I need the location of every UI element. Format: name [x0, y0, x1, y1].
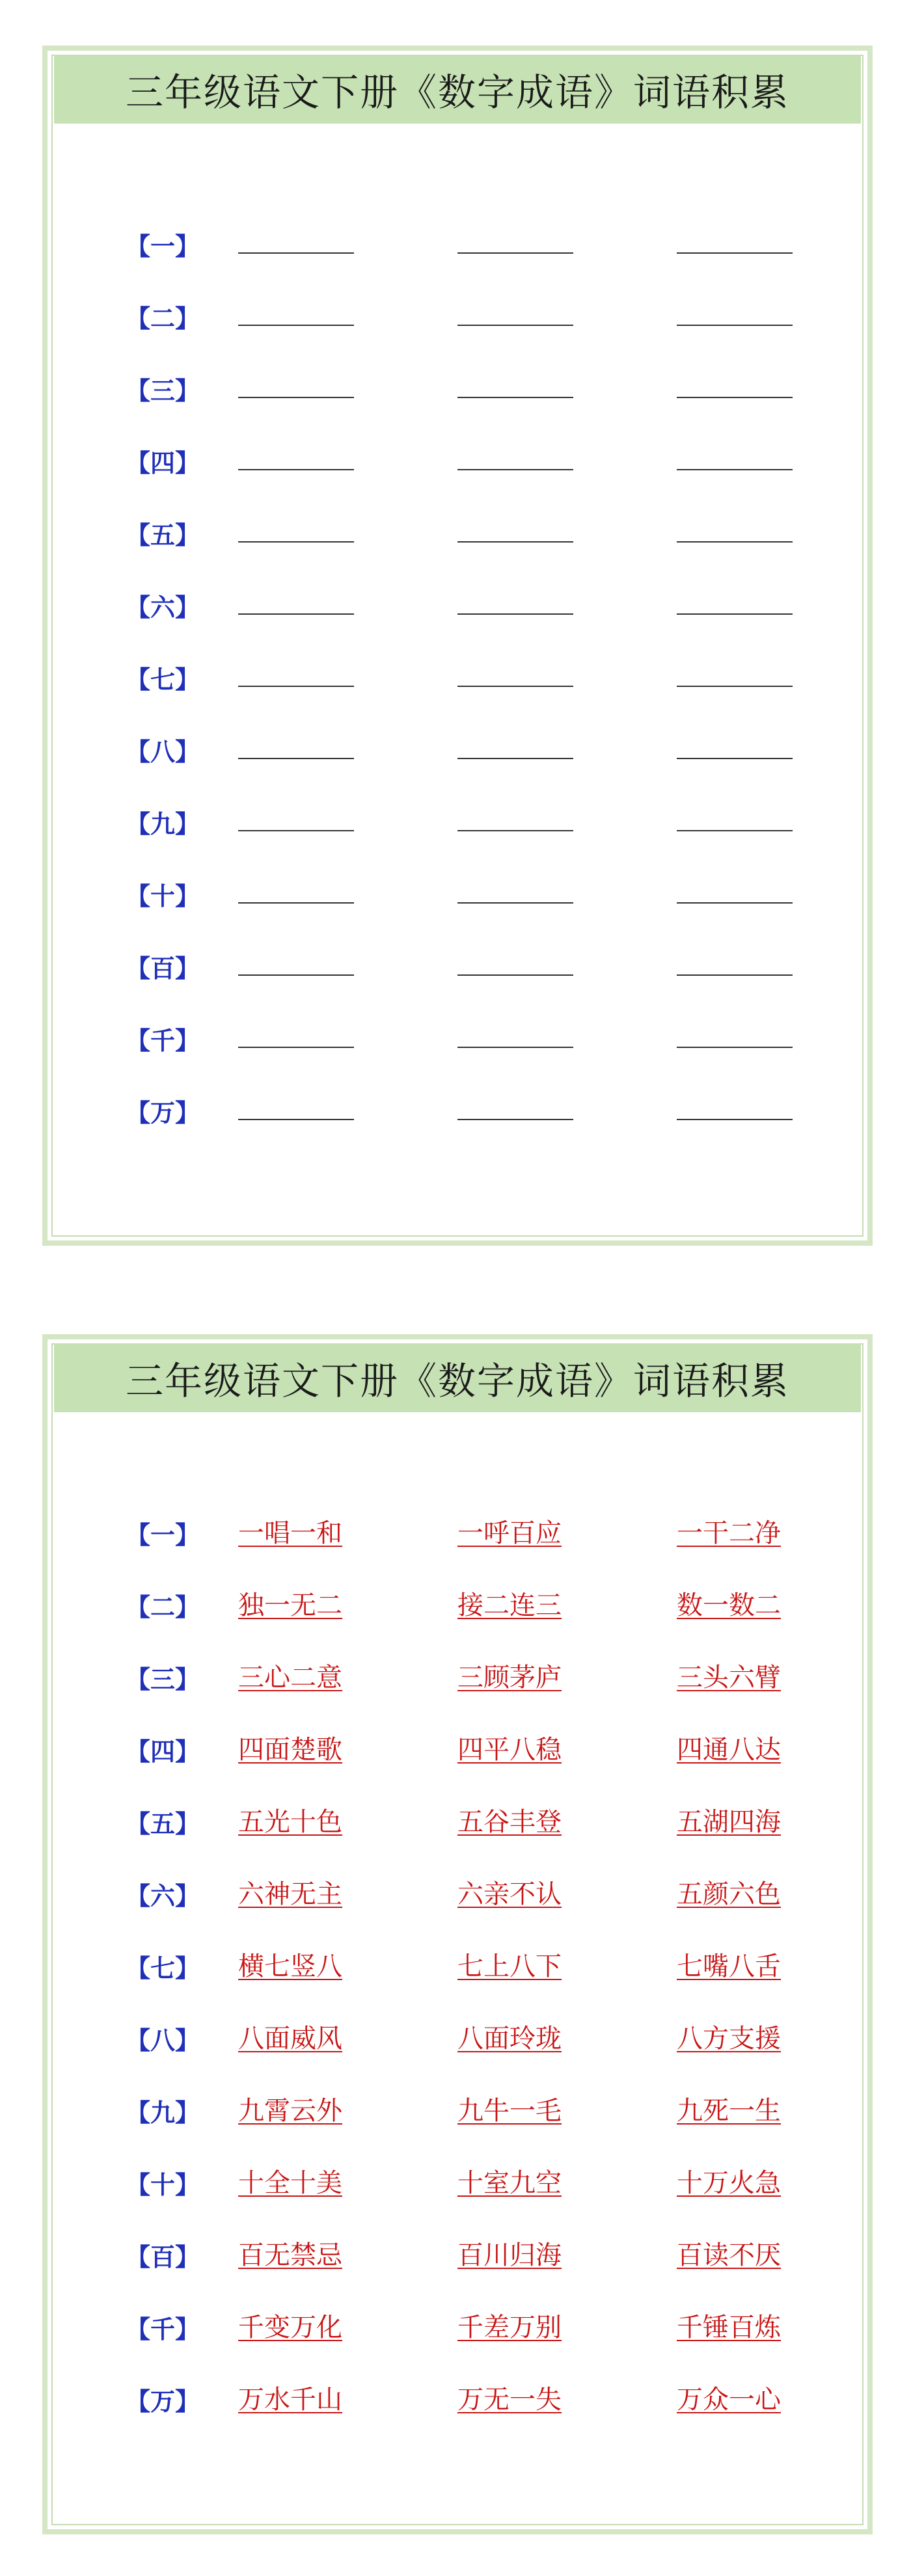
- worksheet-row: [48, 660, 867, 732]
- row-label: 【八】: [126, 2026, 200, 2055]
- row-label: 【六】: [126, 593, 200, 622]
- idiom-answer: 独一无二: [238, 1590, 342, 1620]
- answer-rows: [48, 1515, 867, 2454]
- answer-blank[interactable]: [457, 469, 573, 470]
- row-label: 【七】: [126, 1954, 200, 1983]
- row-label: 【百】: [126, 2243, 200, 2272]
- answer-blank[interactable]: [677, 758, 793, 759]
- row-label: 【八】: [126, 738, 200, 766]
- answer-blank[interactable]: [238, 1119, 354, 1120]
- answer-blank[interactable]: [238, 758, 354, 759]
- row-label: 【六】: [126, 1882, 200, 1911]
- row-label: 【九】: [126, 810, 200, 839]
- answer-row: [48, 2093, 867, 2165]
- idiom-answer: 接二连三: [457, 1590, 562, 1620]
- answer-blank[interactable]: [457, 325, 573, 326]
- worksheet-row: [48, 876, 867, 948]
- answer-blank[interactable]: [457, 902, 573, 904]
- idiom-answer: 千差万别: [457, 2313, 562, 2342]
- row-label: 【九】: [126, 2099, 200, 2127]
- answer-row: [48, 1732, 867, 1804]
- row-label: 【千】: [126, 2315, 200, 2344]
- worksheet-title: 三年级语文下册《数字成语》词语积累: [125, 70, 789, 114]
- idiom-answer: 百无禁忌: [238, 2240, 342, 2270]
- answer-row: [48, 1876, 867, 1948]
- answer-blank[interactable]: [677, 902, 793, 904]
- idiom-answer: 五谷丰登: [457, 1807, 562, 1837]
- worksheet-row: [48, 443, 867, 515]
- worksheet-row: [48, 1093, 867, 1165]
- answer-row: [48, 2165, 867, 2237]
- answer-blank[interactable]: [457, 541, 573, 543]
- answer-blank[interactable]: [457, 1119, 573, 1120]
- idiom-answer: 六亲不认: [457, 1879, 562, 1909]
- idiom-answer: 横七竖八: [238, 1952, 342, 1981]
- answer-blank[interactable]: [238, 974, 354, 976]
- answer-blank[interactable]: [457, 613, 573, 615]
- answer-blank[interactable]: [238, 902, 354, 904]
- answer-blank[interactable]: [238, 1047, 354, 1048]
- answer-blank[interactable]: [238, 686, 354, 687]
- idiom-answer: 数一数二: [677, 1590, 781, 1620]
- row-label: 【一】: [126, 1521, 200, 1550]
- row-label: 【千】: [126, 1026, 200, 1055]
- worksheet-panel: [42, 46, 873, 1246]
- answer-blank[interactable]: [238, 613, 354, 615]
- answer-panel: [42, 1334, 873, 2534]
- row-label: 【三】: [126, 1665, 200, 1694]
- worksheet-row: [48, 732, 867, 804]
- answer-blank[interactable]: [238, 541, 354, 543]
- row-label: 【四】: [126, 449, 200, 477]
- answer-row: [48, 1948, 867, 2020]
- idiom-answer: 万水千山: [238, 2385, 342, 2415]
- idiom-answer: 十全十美: [238, 2168, 342, 2198]
- row-label: 【一】: [126, 232, 200, 261]
- idiom-answer: 五湖四海: [677, 1807, 781, 1837]
- answer-row: [48, 2020, 867, 2093]
- answer-blank[interactable]: [677, 974, 793, 976]
- answer-blank[interactable]: [677, 686, 793, 687]
- idiom-answer: 九霄云外: [238, 2096, 342, 2126]
- answer-blank[interactable]: [457, 397, 573, 398]
- answer-row: [48, 2237, 867, 2309]
- answer-blank[interactable]: [677, 613, 793, 615]
- idiom-answer: 六神无主: [238, 1879, 342, 1909]
- idiom-answer: 万众一心: [677, 2385, 781, 2415]
- idiom-answer: 万无一失: [457, 2385, 562, 2415]
- answer-blank[interactable]: [457, 252, 573, 254]
- answer-blank[interactable]: [677, 830, 793, 831]
- worksheet-rows: [48, 226, 867, 1165]
- worksheet-row: [48, 1021, 867, 1093]
- idiom-answer: 四面楚歌: [238, 1735, 342, 1765]
- answer-blank[interactable]: [238, 469, 354, 470]
- answer-title-bar: [54, 1343, 861, 1412]
- answer-blank[interactable]: [457, 830, 573, 831]
- idiom-answer: 三头六臂: [677, 1663, 781, 1693]
- idiom-answer: 四平八稳: [457, 1735, 562, 1765]
- answer-row: [48, 1804, 867, 1876]
- answer-blank[interactable]: [677, 1119, 793, 1120]
- answer-blank[interactable]: [677, 469, 793, 470]
- answer-blank[interactable]: [238, 325, 354, 326]
- idiom-answer: 十室九空: [457, 2168, 562, 2198]
- answer-row: [48, 1515, 867, 1587]
- worksheet-title-bar: [54, 55, 861, 124]
- idiom-answer: 千变万化: [238, 2313, 342, 2342]
- idiom-answer: 百读不厌: [677, 2240, 781, 2270]
- idiom-answer: 五光十色: [238, 1807, 342, 1837]
- row-label: 【万】: [126, 1099, 200, 1127]
- worksheet-row: [48, 226, 867, 299]
- answer-blank[interactable]: [238, 397, 354, 398]
- answer-blank[interactable]: [457, 1047, 573, 1048]
- row-label: 【五】: [126, 1810, 200, 1838]
- answer-row: [48, 1659, 867, 1732]
- idiom-answer: 七嘴八舌: [677, 1952, 781, 1981]
- idiom-answer: 一干二净: [677, 1518, 781, 1548]
- row-label: 【二】: [126, 1593, 200, 1622]
- answer-blank[interactable]: [238, 830, 354, 831]
- row-label: 【七】: [126, 665, 200, 694]
- answer-blank[interactable]: [238, 252, 354, 254]
- idiom-answer: 九牛一毛: [457, 2096, 562, 2126]
- idiom-answer: 千锤百炼: [677, 2313, 781, 2342]
- answer-blank[interactable]: [677, 1047, 793, 1048]
- answer-row: [48, 2381, 867, 2454]
- answer-title: 三年级语文下册《数字成语》词语积累: [125, 1359, 789, 1403]
- row-label: 【十】: [126, 882, 200, 911]
- worksheet-row: [48, 804, 867, 876]
- answer-row: [48, 2309, 867, 2381]
- row-label: 【五】: [126, 521, 200, 550]
- row-label: 【万】: [126, 2387, 200, 2416]
- idiom-answer: 一唱一和: [238, 1518, 342, 1548]
- answer-blank[interactable]: [457, 974, 573, 976]
- answer-row: [48, 1587, 867, 1659]
- row-label: 【十】: [126, 2171, 200, 2199]
- worksheet-row: [48, 515, 867, 587]
- answer-blank[interactable]: [677, 541, 793, 543]
- idiom-answer: 五颜六色: [677, 1879, 781, 1909]
- idiom-answer: 十万火急: [677, 2168, 781, 2198]
- row-label: 【四】: [126, 1737, 200, 1766]
- worksheet-row: [48, 371, 867, 443]
- row-label: 【三】: [126, 377, 200, 405]
- idiom-answer: 七上八下: [457, 1952, 562, 1981]
- idiom-answer: 四通八达: [677, 1735, 781, 1765]
- idiom-answer: 八面玲珑: [457, 2024, 562, 2054]
- worksheet-row: [48, 587, 867, 660]
- idiom-answer: 三顾茅庐: [457, 1663, 562, 1693]
- worksheet-row: [48, 948, 867, 1021]
- worksheet-row: [48, 299, 867, 371]
- idiom-answer: 八方支援: [677, 2024, 781, 2054]
- answer-blank[interactable]: [457, 686, 573, 687]
- row-label: 【二】: [126, 304, 200, 333]
- idiom-answer: 三心二意: [238, 1663, 342, 1693]
- idiom-answer: 八面威风: [238, 2024, 342, 2054]
- idiom-answer: 九死一生: [677, 2096, 781, 2126]
- answer-blank[interactable]: [457, 758, 573, 759]
- idiom-answer: 百川归海: [457, 2240, 562, 2270]
- answer-blank[interactable]: [677, 397, 793, 398]
- row-label: 【百】: [126, 954, 200, 983]
- answer-blank[interactable]: [677, 252, 793, 254]
- idiom-answer: 一呼百应: [457, 1518, 562, 1548]
- answer-blank[interactable]: [677, 325, 793, 326]
